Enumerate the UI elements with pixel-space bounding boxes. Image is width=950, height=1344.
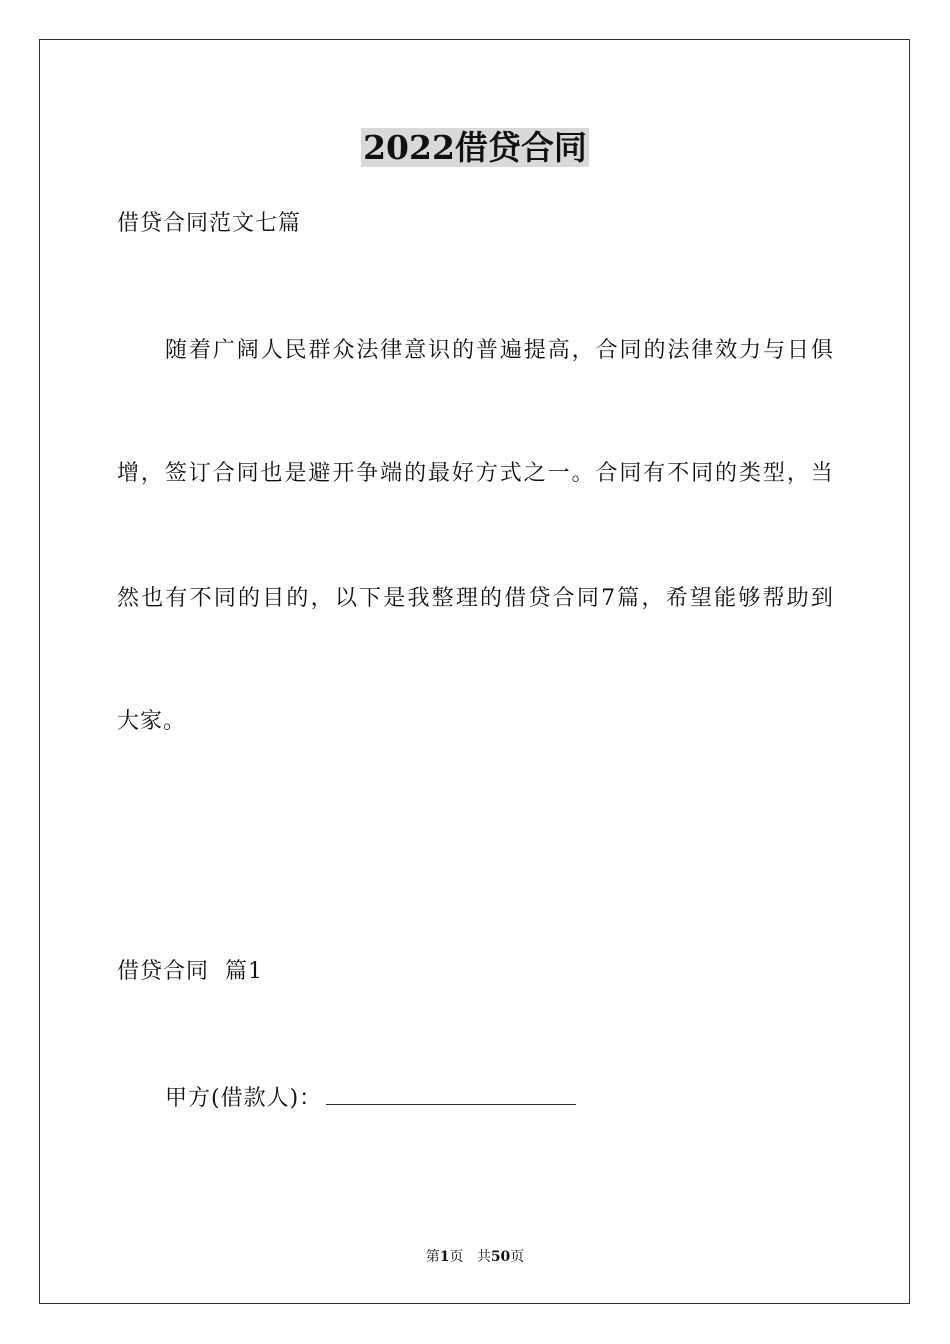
glyph: 日 [786, 338, 809, 363]
glyph: 不 [189, 586, 212, 611]
glyph: 式 [499, 461, 522, 486]
glyph: 希 [665, 586, 688, 611]
glyph: 随 [165, 338, 188, 363]
glyph: 合 [595, 338, 618, 363]
glyph: 律 [691, 338, 714, 363]
glyph: 合 [595, 461, 618, 486]
glyph: 帮 [762, 586, 785, 611]
glyph: 够 [738, 586, 761, 611]
glyph: 效 [715, 338, 738, 363]
glyph: 借 [504, 586, 527, 611]
glyph: 也 [260, 461, 283, 486]
glyph: 同 [619, 338, 642, 363]
glyph: 之 [523, 461, 546, 486]
glyph: 法 [667, 338, 690, 363]
glyph: 。 [571, 461, 594, 486]
glyph: 法 [356, 338, 379, 363]
glyph: 同 [619, 461, 642, 486]
glyph: 普 [475, 338, 498, 363]
glyph: 订 [188, 461, 211, 486]
glyph: 下 [359, 586, 382, 611]
glyph: 的 [404, 461, 427, 486]
glyph: 助 [786, 586, 809, 611]
glyph: 人 [260, 338, 283, 363]
glyph: 目 [262, 586, 285, 611]
glyph: 不 [667, 461, 690, 486]
glyph: 整 [431, 586, 454, 611]
glyph: 以 [334, 586, 357, 611]
party-a-line [165, 1082, 576, 1114]
glyph: 提 [523, 338, 546, 363]
glyph: 然 [117, 586, 140, 611]
glyph: 力 [739, 338, 762, 363]
glyph: ， [786, 461, 809, 486]
glyph: 7 [601, 586, 616, 611]
document-subtitle: 借贷合同范文七篇 [117, 211, 302, 236]
glyph: 俱 [810, 338, 833, 363]
glyph: 有 [165, 586, 188, 611]
glyph: 遍 [499, 338, 522, 363]
glyph: 的 [480, 586, 503, 611]
glyph: 是 [284, 461, 307, 486]
intro-line-4: 大家。 [117, 709, 187, 734]
glyph: 方 [475, 461, 498, 486]
glyph: 有 [643, 461, 666, 486]
glyph: 的 [643, 338, 666, 363]
glyph: 开 [332, 461, 355, 486]
glyph: 类 [738, 461, 761, 486]
glyph: 群 [308, 338, 331, 363]
glyph: 合 [212, 461, 235, 486]
glyph: 理 [455, 586, 478, 611]
glyph: ， [310, 586, 333, 611]
glyph: 意 [404, 338, 427, 363]
glyph: 当 [810, 461, 833, 486]
document-title [0, 128, 950, 168]
glyph: 一 [547, 461, 570, 486]
intro-line-3 [117, 584, 833, 614]
party-a-blank-field[interactable] [326, 1082, 576, 1105]
glyph: 着 [188, 338, 211, 363]
glyph: 合 [552, 586, 575, 611]
footer-total-pages: 50 [490, 1249, 511, 1265]
glyph: 贷 [528, 586, 551, 611]
glyph: 识 [428, 338, 451, 363]
glyph: 民 [284, 338, 307, 363]
glyph: 也 [141, 586, 164, 611]
glyph: 型 [762, 461, 785, 486]
glyph: 的 [286, 586, 309, 611]
document-title-text: 2022借贷合同 [363, 128, 587, 167]
glyph: 的 [452, 338, 475, 363]
glyph: 律 [380, 338, 403, 363]
glyph: 增 [117, 461, 140, 486]
glyph: 避 [308, 461, 331, 486]
glyph: 与 [763, 338, 786, 363]
glyph: 同 [691, 461, 714, 486]
glyph: 争 [356, 461, 379, 486]
glyph: 篇 [617, 586, 640, 611]
glyph: 同 [236, 461, 259, 486]
footer-total-suffix: 页 [510, 1249, 525, 1265]
intro-line-2 [117, 459, 833, 489]
footer-total-prefix: 共 [476, 1249, 491, 1265]
glyph: 的 [238, 586, 261, 611]
glyph: 高 [547, 338, 570, 363]
glyph: 端 [380, 461, 403, 486]
glyph: 的 [715, 461, 738, 486]
glyph: 到 [810, 586, 833, 611]
glyph: 好 [451, 461, 474, 486]
glyph: 最 [427, 461, 450, 486]
glyph: ， [571, 338, 594, 363]
glyph: 同 [213, 586, 236, 611]
glyph: 是 [383, 586, 406, 611]
section-heading: 借贷合同 篇1 [117, 959, 263, 984]
footer-page-prefix: 第 [425, 1249, 440, 1265]
party-a-label: 甲方(借款人)： [165, 1086, 323, 1111]
glyph: ， [140, 461, 163, 486]
glyph: 能 [714, 586, 737, 611]
glyph: ， [641, 586, 664, 611]
glyph: 签 [164, 461, 187, 486]
glyph: 众 [332, 338, 355, 363]
intro-line-1 [165, 336, 833, 366]
glyph: 阔 [236, 338, 259, 363]
footer-page-number: 1 [439, 1249, 450, 1265]
footer-page-suffix: 页 [449, 1249, 464, 1265]
glyph: 广 [212, 338, 235, 363]
glyph: 我 [407, 586, 430, 611]
glyph: 望 [689, 586, 712, 611]
page-footer [0, 1248, 950, 1266]
glyph: 同 [576, 586, 599, 611]
